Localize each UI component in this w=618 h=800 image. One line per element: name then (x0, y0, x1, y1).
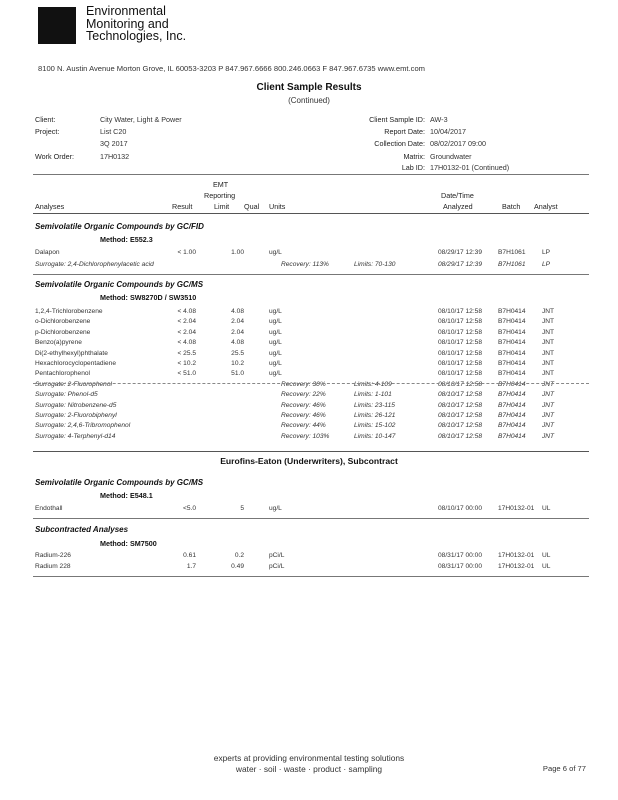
header-top-rule (33, 174, 589, 175)
cell-units: ug/L (269, 318, 282, 326)
cell-batch: B7H0414 (498, 339, 526, 347)
header-qual: Qual (244, 202, 260, 211)
table-row (0, 552, 618, 562)
cell-recovery: Recovery: 103% (281, 432, 330, 440)
cell-analyst: JNT (542, 349, 555, 357)
cell-batch: B7H1061 (498, 249, 526, 256)
report-date-label: Report Date: (384, 127, 425, 136)
cell-analyte: o-Dichlorobenzene (35, 318, 91, 326)
cell-batch: B7H0414 (498, 318, 526, 326)
section-method: Method: SM7500 (100, 539, 157, 548)
cell-limit: 51.0 (231, 370, 244, 378)
matrix-label: Matrix: (403, 152, 425, 161)
cell-units: ug/L (269, 370, 282, 378)
table-row (0, 433, 618, 443)
table-row (0, 339, 618, 349)
table-row (0, 249, 618, 259)
cell-date: 08/10/17 12:58 (438, 422, 482, 430)
cell-batch: 17H0132-01 (498, 505, 535, 512)
table-row (0, 318, 618, 328)
cell-result: < 1.00 (177, 249, 196, 256)
cell-analyst: UL (542, 563, 551, 570)
sample-id-label: Client Sample ID: (369, 115, 425, 124)
table-row (0, 350, 618, 360)
cell-date: 08/31/17 00:00 (438, 552, 482, 559)
cell-batch: 17H0132-01 (498, 563, 535, 570)
cell-limits: Limits: 15-102 (354, 422, 396, 430)
table-row (0, 360, 618, 370)
cell-analyte: Di(2-ethylhexyl)phthalate (35, 349, 108, 357)
cell-analyst: JNT (542, 328, 555, 336)
cell-result: 0.61 (183, 552, 196, 559)
project-label: Project: (35, 127, 60, 136)
cell-batch: 17H0132-01 (498, 552, 535, 559)
project-value-2: 3Q 2017 (100, 139, 128, 148)
company-name (86, 5, 186, 43)
section-method: Method: E552.3 (100, 235, 153, 244)
header-limit: Limit (214, 202, 230, 211)
client-value: City Water, Light & Power (100, 115, 182, 124)
cell-analyst: JNT (542, 412, 555, 419)
section-method: Method: E548.1 (100, 491, 153, 500)
cell-analyst: JNT (542, 308, 555, 315)
cell-analyte: Surrogate: Nitrobenzene-d5 (35, 401, 117, 409)
cell-date: 08/31/17 00:00 (438, 563, 482, 570)
cell-recovery: Recovery: 22% (281, 391, 326, 399)
cell-limit: 4.08 (231, 339, 244, 347)
cell-recovery: Recovery: 30% (281, 380, 326, 388)
cell-analyte: Surrogate: 2,4,6-Tribromophenol (35, 422, 131, 430)
report-subtitle: (Continued) (288, 96, 330, 105)
report-date-value: 10/04/2017 (430, 127, 466, 136)
client-label: Client: (35, 115, 56, 124)
cell-analyte: Benzo(a)pyrene (35, 339, 82, 347)
cell-recovery: Recovery: 46% (281, 401, 326, 409)
cell-limits: Limits: 10-147 (354, 432, 396, 440)
sample-id-value: AW-3 (430, 115, 448, 124)
table-row (0, 505, 618, 515)
cell-date: 08/10/17 12:58 (438, 412, 482, 419)
header-date-time: Date/Time (441, 191, 474, 200)
cell-limit: 1.00 (231, 249, 244, 256)
cell-recovery: Recovery: 46% (281, 412, 326, 419)
cell-date: 08/10/17 12:58 (438, 432, 482, 440)
cell-date: 08/29/17 12:39 (438, 261, 482, 268)
cell-analyte: Surrogate: 4-Terphenyl-d14 (35, 432, 116, 440)
company-address: 8100 N. Austin Avenue Morton Grove, IL 60053-3203 P 847.967.6666 800.246.0663 F 847.967.6735 www.emt.com (38, 64, 425, 73)
cell-batch: B7H0414 (498, 380, 526, 388)
cell-limit: 0.2 (234, 552, 244, 559)
cell-limits: Limits: 23-115 (354, 401, 395, 409)
cell-units: ug/L (269, 349, 282, 357)
section-method: Method: SW8270D / SW3510 (100, 293, 197, 302)
cell-analyst: UL (542, 505, 551, 512)
header-emt: EMT (213, 180, 229, 189)
cell-analyte: Endothall (35, 505, 63, 512)
cell-limit: 25.5 (231, 349, 244, 357)
cell-units: pCi/L (269, 563, 285, 570)
cell-analyst: JNT (542, 391, 555, 399)
cell-date: 08/10/17 12:58 (438, 349, 482, 357)
section-title: Semivolatile Organic Compounds by GC/MS (35, 280, 204, 289)
section-divider (33, 451, 589, 452)
work-order-value: 17H0132 (100, 152, 130, 161)
cell-analyst: LP (542, 261, 551, 268)
table-row (0, 412, 618, 422)
table-row (0, 308, 618, 318)
cell-recovery: Recovery: 113% (281, 261, 329, 268)
cell-result: < 25.5 (177, 349, 196, 357)
cell-analyst: JNT (542, 380, 555, 388)
cell-analyst: LP (542, 249, 551, 256)
cell-batch: B7H0414 (498, 308, 526, 315)
cell-limits: Limits: 4-109 (354, 380, 392, 388)
cell-limit: 4.08 (231, 308, 244, 315)
company-name-line: Monitoring and (86, 16, 169, 31)
cell-date: 08/29/17 12:39 (438, 249, 482, 256)
header-analyzed: Analyzed (443, 202, 473, 211)
work-order-label: Work Order: (35, 152, 75, 161)
cell-batch: B7H0414 (498, 412, 526, 419)
cell-limits: Limits: 1-101 (354, 391, 392, 399)
lab-id-label: Lab ID: (401, 163, 425, 172)
section-divider (33, 518, 589, 519)
cell-date: 08/10/17 12:58 (438, 328, 482, 336)
cell-analyst: JNT (542, 318, 555, 326)
cell-batch: B7H0414 (498, 349, 526, 357)
cell-date: 08/10/17 12:58 (438, 318, 482, 326)
subcontract-banner: Eurofins-Eaton (Underwriters), Subcontract (220, 456, 398, 466)
table-row (0, 261, 618, 271)
cell-units: ug/L (269, 360, 282, 367)
cell-units: ug/L (269, 249, 282, 256)
cell-result: < 4.08 (177, 308, 196, 315)
cell-limit: 10.2 (231, 360, 244, 367)
cell-result: < 51.0 (177, 370, 196, 378)
table-row (0, 391, 618, 401)
cell-analyte: Surrogate: Phenol-d5 (35, 391, 98, 399)
cell-analyst: UL (542, 552, 551, 559)
cell-limits: Limits: 70-130 (354, 261, 396, 268)
cell-result: < 2.04 (177, 328, 196, 336)
footer-services: water · soil · waste · product · sampling (235, 764, 383, 774)
cell-analyte: Hexachlorocyclopentadiene (35, 360, 117, 367)
cell-batch: B7H0414 (498, 401, 526, 409)
cell-date: 08/10/17 12:58 (438, 370, 482, 378)
cell-analyte: Surrogate: 2-Fluorophenol (35, 380, 112, 388)
cell-analyte: Dalapon (35, 249, 60, 256)
cell-result: < 2.04 (177, 318, 196, 326)
section-title: Semivolatile Organic Compounds by GC/FID (35, 222, 204, 231)
cell-limit: 5 (240, 505, 244, 512)
cell-units: ug/L (269, 505, 282, 512)
cell-units: ug/L (269, 339, 282, 347)
surrogate-divider (33, 383, 589, 384)
header-bottom-rule (33, 213, 589, 214)
cell-date: 08/10/17 12:58 (438, 401, 482, 409)
cell-batch: B7H0414 (498, 391, 526, 399)
cell-limit: 0.49 (231, 563, 244, 570)
cell-analyte: p-Dichlorobenzene (35, 328, 91, 336)
cell-batch: B7H0414 (498, 328, 526, 336)
cell-date: 08/10/17 12:58 (438, 339, 482, 347)
cell-date: 08/10/17 12:58 (438, 308, 482, 315)
cell-result: < 10.2 (177, 360, 196, 367)
cell-limit: 2.04 (231, 318, 244, 326)
section-divider (33, 576, 589, 577)
cell-analyst: JNT (542, 370, 555, 378)
cell-date: 08/10/17 00:00 (438, 505, 482, 512)
cell-date: 08/10/17 12:58 (438, 360, 482, 367)
section-title: Semivolatile Organic Compounds by GC/MS (35, 478, 204, 487)
cell-analyte: Radium 228 (35, 563, 71, 570)
header-result: Result (172, 202, 193, 211)
cell-limits: Limits: 26-121 (354, 412, 396, 419)
header-analyses: Analyses (35, 202, 65, 211)
lab-id-value: 17H0132-01 (Continued) (430, 163, 510, 172)
matrix-value: Groundwater (430, 152, 472, 161)
table-row (0, 422, 618, 432)
table-row (0, 370, 618, 380)
cell-batch: B7H0414 (498, 432, 526, 440)
cell-date: 08/10/17 12:58 (438, 380, 482, 388)
cell-analyst: JNT (542, 422, 555, 430)
cell-analyst: JNT (542, 360, 555, 367)
collection-date-label: Collection Date: (374, 139, 425, 148)
company-name-line: Environmental (86, 4, 166, 18)
cell-batch: B7H0414 (498, 422, 526, 430)
header-reporting: Reporting (204, 191, 236, 200)
cell-analyte: 1,2,4-Trichlorobenzene (35, 308, 103, 315)
cell-analyst: JNT (542, 432, 555, 440)
footer-tagline: experts at providing environmental testing solutions (213, 753, 405, 763)
section-divider (33, 274, 589, 275)
cell-batch: B7H1061 (498, 261, 526, 268)
header-analyst: Analyst (534, 202, 558, 211)
company-logo (38, 7, 76, 44)
cell-batch: B7H0414 (498, 370, 526, 378)
project-value: List C20 (100, 127, 127, 136)
cell-date: 08/10/17 12:58 (438, 391, 482, 399)
cell-result: <5.0 (182, 505, 196, 512)
report-title: Client Sample Results (256, 82, 362, 93)
table-row (0, 402, 618, 412)
cell-recovery: Recovery: 44% (281, 422, 326, 430)
cell-units: ug/L (269, 328, 282, 336)
company-name-line: Technologies, Inc. (86, 29, 187, 43)
cell-limit: 2.04 (231, 328, 244, 336)
table-row (0, 329, 618, 339)
cell-analyte: Surrogate: 2-Fluorobiphenyl (35, 412, 117, 419)
cell-analyst: JNT (542, 339, 555, 347)
cell-analyst: JNT (542, 401, 555, 409)
cell-units: pCi/L (269, 552, 285, 559)
cell-batch: B7H0414 (498, 360, 526, 367)
collection-date-value: 08/02/2017 09:00 (430, 139, 486, 148)
cell-units: ug/L (269, 308, 282, 315)
section-title: Subcontracted Analyses (35, 525, 129, 534)
cell-result: 1.7 (186, 563, 196, 570)
page-number: Page 6 of 77 (542, 764, 586, 773)
header-batch: Batch (502, 202, 521, 211)
cell-analyte: Surrogate: 2,4-Dichlorophenylacetic acid (35, 261, 154, 268)
cell-analyte: Radium-226 (35, 552, 71, 559)
cell-result: < 4.08 (177, 339, 196, 347)
header-units: Units (269, 202, 286, 211)
cell-analyte: Pentachlorophenol (35, 370, 90, 378)
table-row (0, 563, 618, 573)
